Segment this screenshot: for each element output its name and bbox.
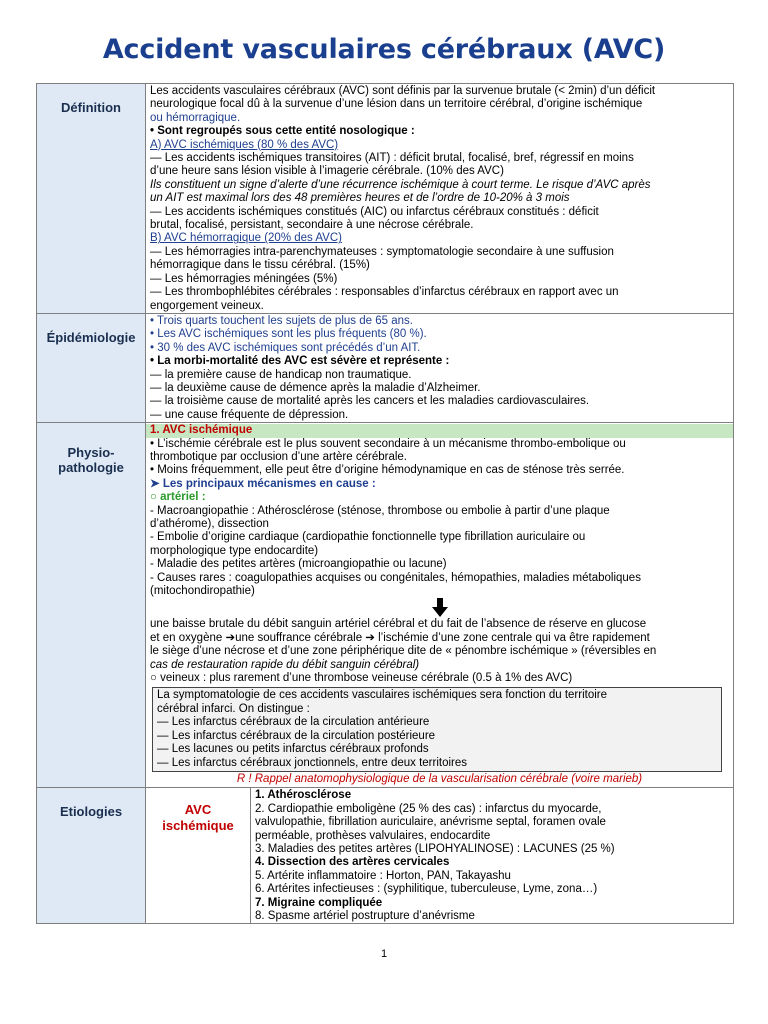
- sub-label: [146, 802, 250, 834]
- text-line: Les accidents vasculaires cérébraux (AVC) sont définis par la survenue brutale (< 2min) d’un déficit: [150, 85, 656, 97]
- note-line: R ! Rappel anatomophysiologique de la vascularisation cérébrale (voire marieb): [236, 772, 643, 785]
- text-line: - Maladie des petites artères (microangiopathie ou lacune): [150, 558, 447, 571]
- text-line: valvulopathie, fibrillation auriculaire, anévrisme septal, foramen ovale: [255, 816, 606, 829]
- page-number: 1: [380, 948, 388, 960]
- text-line: 3. Maladies des petites artères (LIPOHYALINOSE) : LACUNES (25 %): [255, 842, 615, 855]
- down-arrow-icon: [150, 598, 729, 618]
- info-box: [152, 687, 722, 771]
- text-line: ○ veineux : plus rarement d’une thrombose veineuse cérébrale (0.5 à 1% des AVC): [150, 672, 573, 685]
- box-line: cérébral infarci. On distingue :: [157, 702, 310, 715]
- box-line: — Les infarctus cérébraux jonctionnels, entre deux territoires: [157, 756, 468, 769]
- text-line: thrombotique par occlusion d’une artère cérébrale.: [150, 450, 407, 463]
- text-line: un AIT est maximal lors des 48 premières heures et de l’ordre de 10-20% à 3 mois: [150, 192, 570, 205]
- etiologies-content: [251, 788, 734, 924]
- avc-ischemique-cell: [146, 788, 251, 924]
- text-line: — Les accidents ischémiques transitoires (AIT) : déficit brutal, focalisé, bref, régressif en moins: [150, 152, 634, 165]
- definition-content: [146, 84, 734, 314]
- label-cell: [37, 313, 146, 422]
- text-line: le siège d’une nécrose et d’une zone périphérique dite de « pénombre ischémique » (réversibles en: [150, 645, 657, 658]
- text-line: hémorragique dans le tissu cérébral. (15%): [150, 259, 370, 272]
- page-title: Accident vasculaires cérébraux (AVC): [102, 34, 666, 65]
- text-line: 1. Athérosclérose: [255, 789, 352, 802]
- text-line: • La morbi-mortalité des AVC est sévère et représente :: [150, 355, 450, 368]
- text-line: ou hémorragique.: [150, 111, 241, 124]
- label-cell: [37, 84, 146, 314]
- text-line: 8. Spasme artériel postrupture d’anévrisme: [255, 909, 475, 922]
- text-line: — la première cause de handicap non traumatique.: [150, 368, 412, 381]
- sub-label-line: ischémique: [162, 818, 234, 834]
- text-line: - Causes rares : coagulopathies acquises ou congénitales, hémopathies, maladies métaboliques: [150, 571, 641, 584]
- text-line: - Macroangiopathie : Athérosclérose (sténose, thrombose ou embolie à partir d’une plaque: [150, 504, 610, 517]
- text-line: d’une heure sans lésion visible à l’imagerie cérébrale. (10% des AVC): [150, 165, 504, 178]
- label-cell: [37, 423, 146, 788]
- text-line: Ils constituent un signe d’alerte d’une récurrence ischémique à court terme. Le risque d’AVC après: [150, 178, 651, 191]
- text-line: 6. Artérites infectieuses : (syphilitique, tuberculeuse, Lyme, zona…): [255, 883, 598, 896]
- course-table: [36, 83, 734, 924]
- text-line: 4. Dissection des artères cervicales: [255, 856, 450, 869]
- text-line: A) AVC ischémiques (80 % des AVC): [150, 138, 339, 151]
- text-line: B) AVC hémorragique (20% des AVC): [150, 232, 342, 245]
- text-line: engorgement veineux.: [150, 299, 264, 312]
- text-line: 5. Artérite inflammatoire : Horton, PAN, Takayashu: [255, 869, 511, 882]
- text-line: et en oxygène ➔une souffrance cérébrale ➔ l’ischémie d’une zone centrale qui va être rapidement: [150, 631, 650, 644]
- row-label: Définition: [61, 100, 121, 115]
- row-definition: [37, 84, 734, 314]
- text-line: • 30 % des AVC ischémiques sont précédés d’un AIT.: [150, 341, 421, 354]
- label-cell: [37, 788, 146, 924]
- text-line: ○ artériel :: [150, 491, 206, 504]
- text-line: — Les hémorragies méningées (5%): [150, 272, 338, 285]
- row-label-line: Physio-: [67, 445, 115, 461]
- epidemiologie-content: [146, 313, 734, 422]
- box-line: — Les lacunes ou petits infarctus cérébraux profonds: [157, 743, 429, 756]
- text-line: • Sont regroupés sous cette entité nosologique :: [150, 125, 415, 138]
- row-label: Épidémiologie: [46, 329, 136, 345]
- text-line: • L’ischémie cérébrale est le plus souvent secondaire à un mécanisme thrombo-embolique ou: [150, 437, 626, 450]
- row-label: [37, 445, 145, 475]
- box-line: — Les infarctus cérébraux de la circulation antérieure: [157, 716, 430, 729]
- text-line: • Les AVC ischémiques sont les plus fréquents (80 %).: [150, 328, 427, 341]
- text-line: morphologique type endocardite): [150, 544, 319, 557]
- row-physiopathologie: [37, 423, 734, 788]
- row-label: Etiologies: [59, 804, 123, 820]
- text-line: — la deuxième cause de démence après la maladie d’Alzheimer.: [150, 381, 481, 394]
- text-line: neurologique focal dû à la survenue d’une lésion dans un territoire cérébral, d’origine ischémique: [150, 98, 643, 111]
- text-line: — Les hémorragies intra-parenchymateuses : symptomatologie secondaire à une suffusion: [150, 245, 614, 258]
- text-line: • Trois quarts touchent les sujets de plus de 65 ans.: [150, 314, 413, 327]
- sub-label-line: AVC: [184, 802, 212, 818]
- row-epidemiologie: [37, 313, 734, 422]
- text-line: 7. Migraine compliquée: [255, 896, 383, 909]
- text-line: cas de restauration rapide du débit sanguin cérébral): [150, 658, 420, 671]
- physio-content: [146, 423, 734, 788]
- text-line: ➤ Les principaux mécanismes en cause :: [150, 477, 376, 490]
- text-line: — une cause fréquente de dépression.: [150, 408, 349, 421]
- text-line: — la troisième cause de mortalité après les cancers et les maladies cardiovasculaires.: [150, 395, 590, 408]
- text-line: d’athérome), dissection: [150, 518, 269, 530]
- row-label-line: pathologie: [58, 460, 124, 476]
- text-line: une baisse brutale du débit sanguin artériel cérébral et du fait de l’absence de réserve en glucose: [150, 618, 647, 631]
- text-line: brutal, focalisé, persistant, secondaire à une nécrose cérébrale.: [150, 219, 474, 232]
- section-heading: 1. AVC ischémique: [146, 424, 733, 437]
- text-line: (mitochondiropathie): [150, 585, 255, 598]
- text-line: — Les accidents ischémiques constitués (AIC) ou infarctus cérébraux constitués : déficit: [150, 205, 599, 218]
- box-line: La symptomatologie de ces accidents vasculaires ischémiques sera fonction du territoire: [157, 689, 607, 702]
- text-line: perméable, prothèses valvulaires, endocardite: [255, 829, 491, 842]
- text-line: - Embolie d’origine cardiaque (cardiopathie fonctionnelle type fibrillation auriculaire ou: [150, 531, 586, 544]
- text-line: 2. Cardiopathie emboligène (25 % des cas) : infarctus du myocarde,: [255, 802, 602, 815]
- text-line: — Les thrombophlébites cérébrales : responsables d’infarctus cérébraux en rapport avec un: [150, 286, 619, 299]
- box-line: — Les infarctus cérébraux de la circulation postérieure: [157, 729, 436, 742]
- text-line: • Moins fréquemment, elle peut être d’origine hémodynamique en cas de sténose très serrée.: [150, 464, 625, 477]
- row-etiologies: [37, 788, 734, 924]
